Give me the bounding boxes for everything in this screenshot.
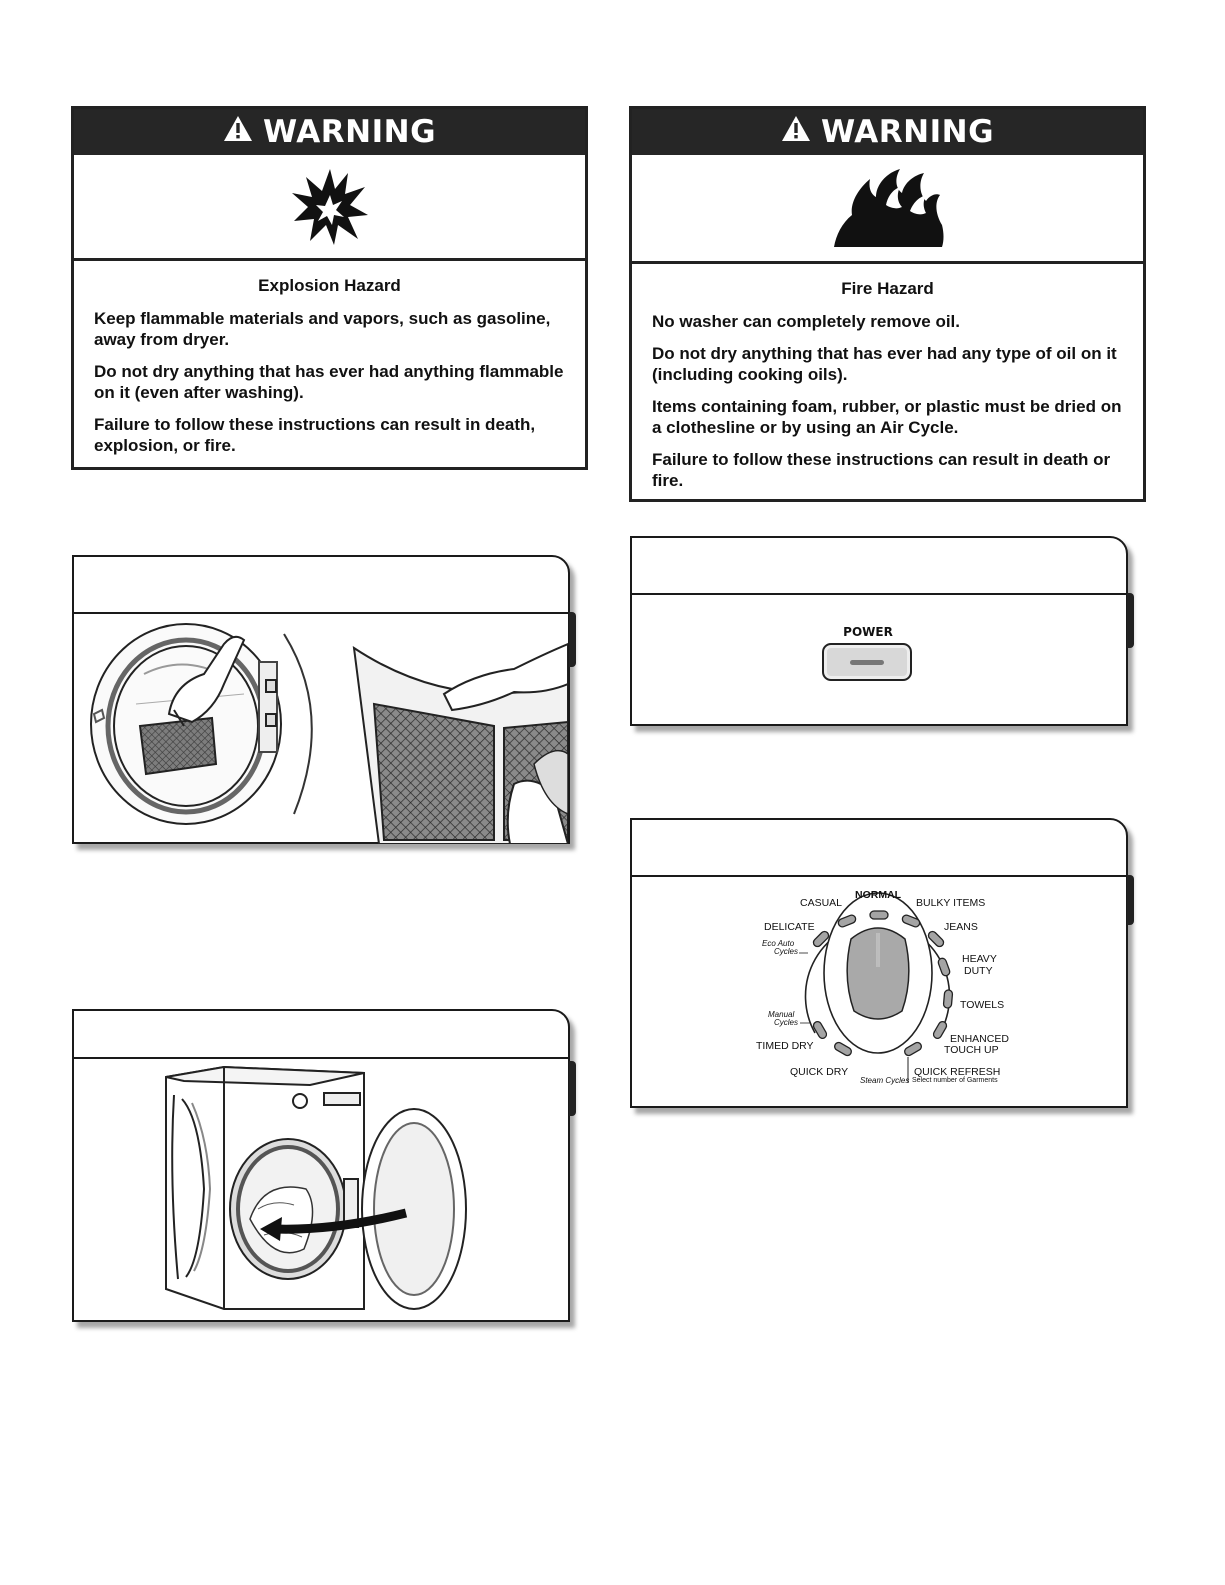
load-dryer-card (72, 1009, 570, 1322)
cycle-dial-panel (632, 877, 1126, 1110)
warning-paragraph: Items containing foam, rubber, or plastic must be dried on a clothesline or by using an Air Cycle. (652, 397, 1122, 437)
warning-header (74, 109, 585, 155)
cycle-dial-card (630, 818, 1128, 1108)
warning-paragraph: Keep flammable materials and vapors, such as gasoline, away from dryer. (94, 309, 551, 349)
dial-label-normal: NORMAL (855, 889, 902, 901)
dial-group-manual-cycles: Cycles (774, 1018, 799, 1027)
warning-header-text: WARNING (820, 114, 995, 150)
warning-triangle-icon (223, 114, 253, 150)
warning-fire-box (629, 106, 1146, 502)
dial-label-timed-dry: TIMED DRY (756, 1040, 814, 1052)
card-tab (569, 1061, 576, 1116)
dial-group-manual: Manual (768, 1010, 795, 1019)
card-header (632, 538, 1126, 595)
dial-label-towels: TOWELS (960, 999, 1005, 1011)
hazard-title: Fire Hazard (841, 279, 934, 298)
dial-label-touch-up: TOUCH UP (944, 1044, 999, 1056)
power-button[interactable] (822, 643, 912, 681)
card-tab (569, 612, 576, 667)
card-tab (1127, 875, 1134, 925)
warning-paragraph: Do not dry anything that has ever had any type of oil on it (including cooking oils). (652, 344, 1117, 384)
warning-explosion-box (71, 106, 588, 470)
warning-paragraph: No washer can completely remove oil. (652, 312, 961, 331)
warning-paragraph: Failure to follow these instructions can result in death, explosion, or fire. (94, 415, 536, 455)
warning-header-text: WARNING (262, 114, 437, 150)
card-header (74, 1011, 568, 1059)
dial-group-steam: Steam Cycles (860, 1076, 910, 1085)
warning-paragraph: Do not dry anything that has ever had anything flammable on it (even after washing). (94, 362, 564, 402)
lint-screen-closeup (354, 644, 568, 844)
dial-label-quick-refresh: QUICK REFRESH (914, 1066, 1001, 1078)
dial-label-heavy: HEAVY (962, 953, 997, 965)
warning-header (632, 109, 1143, 155)
explosion-pictogram (74, 155, 585, 261)
fire-icon (828, 165, 948, 251)
warning-paragraph: Failure to follow these instructions can result in death or fire. (652, 450, 1111, 490)
dial-label-bulky-items: BULKY ITEMS (916, 897, 986, 909)
lint-screen-illustration (74, 614, 568, 844)
dial-label-casual: CASUAL (800, 897, 843, 909)
dial-group-eco-auto: Eco Auto (762, 939, 795, 948)
hazard-title: Explosion Hazard (258, 276, 401, 295)
power-panel (632, 595, 1126, 728)
power-card (630, 536, 1128, 726)
card-tab (1127, 593, 1134, 648)
dial-group-eco-auto-cycles: Cycles (774, 947, 799, 956)
dial-label-duty: DUTY (964, 965, 993, 977)
dial-label-delicate: DELICATE (764, 921, 815, 933)
explosion-icon (290, 167, 370, 247)
warning-body (74, 261, 585, 477)
dial-label-jeans: JEANS (944, 921, 978, 933)
power-indicator-bar (850, 660, 884, 665)
power-label: POWER (843, 625, 893, 639)
lint-screen-card (72, 555, 570, 844)
dryer-drum-opening (230, 1139, 346, 1279)
dial-group-select-garments: Select number of Garments (912, 1077, 998, 1084)
dryer-loading-illustration (74, 1059, 568, 1322)
warning-triangle-icon (781, 114, 811, 150)
card-header (632, 820, 1126, 877)
dial-label-quick-dry: QUICK DRY (790, 1066, 849, 1078)
warning-body (632, 264, 1143, 512)
fire-pictogram (632, 155, 1143, 264)
dial-label-enhanced: ENHANCED (950, 1033, 1009, 1045)
card-header (74, 557, 568, 614)
